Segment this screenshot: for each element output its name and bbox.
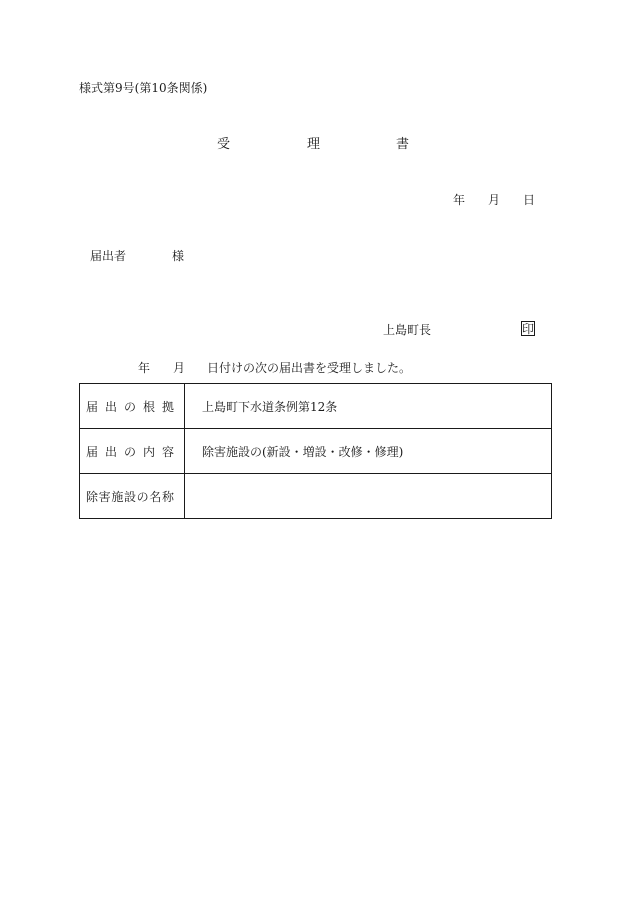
- table-row: [80, 474, 552, 519]
- statement-month-label: 月: [173, 361, 186, 375]
- notification-details-table: [79, 383, 552, 519]
- table-row: [80, 429, 552, 474]
- label-char: 施: [111, 489, 124, 504]
- statement-text: 日付けの次の届出書を受理しました。: [207, 361, 412, 375]
- row-value-facility-name: [185, 474, 552, 519]
- title-char-1: 受: [217, 137, 231, 152]
- label-char: の: [136, 489, 149, 504]
- applicant-label: 届出者: [90, 249, 127, 263]
- row-value-content: 除害施設の(新設・増設・改修・修理): [185, 429, 552, 474]
- row-label-basis: [80, 384, 185, 429]
- label-char: 拠: [161, 399, 174, 414]
- label-char: 設: [123, 489, 136, 504]
- statement-year-label: 年: [138, 361, 151, 375]
- issuer-title: 上島町長: [383, 323, 432, 337]
- date-month-label: 月: [488, 193, 501, 207]
- label-char: 容: [161, 444, 174, 459]
- date-year-label: 年: [453, 193, 466, 207]
- label-char: 除: [86, 489, 99, 504]
- form-number: 様式第9号(第10条関係): [79, 81, 208, 95]
- label-char: 称: [161, 489, 174, 504]
- title-char-2: 理: [307, 137, 321, 152]
- label-char: 出: [104, 444, 117, 459]
- label-char: 届: [86, 399, 99, 414]
- row-label-content: [80, 429, 185, 474]
- label-char: の: [123, 399, 136, 414]
- seal-mark: 印: [522, 321, 535, 336]
- row-label-facility-name: [80, 474, 185, 519]
- label-char: の: [123, 444, 136, 459]
- date-day-label: 日: [523, 193, 536, 207]
- label-char: 根: [142, 399, 155, 414]
- table-row: [80, 384, 552, 429]
- row-value-basis: 上島町下水道条例第12条: [185, 384, 552, 429]
- label-char: 名: [149, 489, 162, 504]
- label-char: 内: [142, 444, 155, 459]
- label-char: 害: [98, 489, 111, 504]
- label-char: 届: [86, 444, 99, 459]
- label-char: 出: [104, 399, 117, 414]
- title-char-3: 書: [396, 137, 410, 152]
- applicant-honorific: 様: [172, 249, 185, 263]
